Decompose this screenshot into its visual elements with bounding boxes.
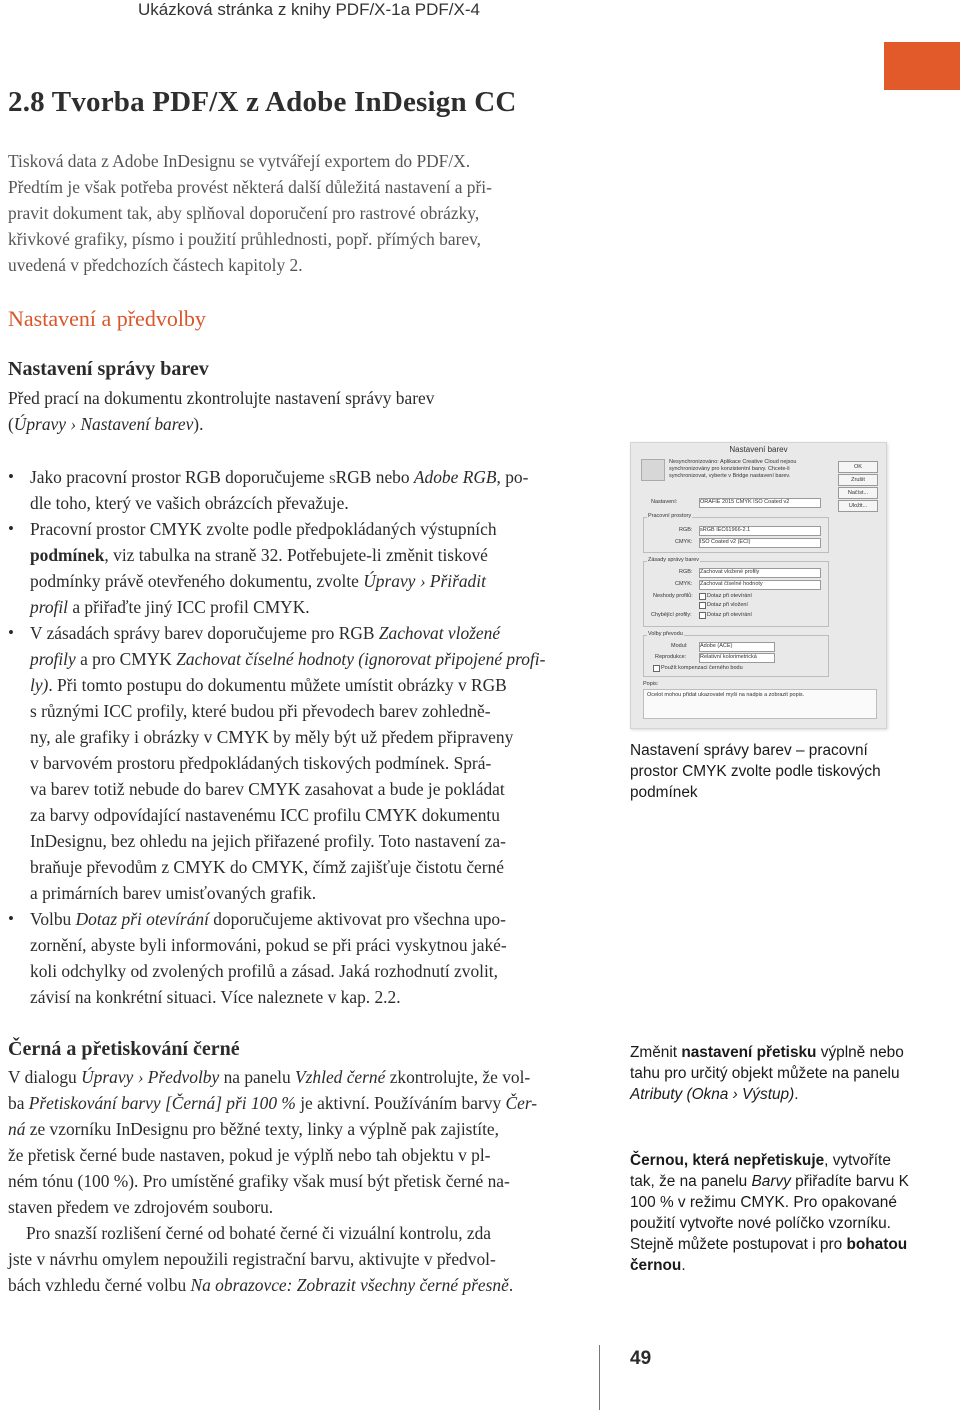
ask-open-checkbox[interactable] [699,593,706,600]
text-run: Zachovat vložené [378,623,501,643]
chapter-tab-marker [884,42,960,90]
text-line: ném tónu (100 %). Pro umístěné grafiky však musí být přetisk černé na- [8,1171,510,1191]
bpc-label: Použít kompenzaci černého bodu [661,665,743,671]
text-line: s různými ICC profily, které budou při převodech barev zohledně- [30,701,491,721]
bullet-dot-icon: • [8,467,14,486]
text-run: Zachovat číselné hodnoty (ignorovat připojené profi- [176,649,546,669]
text-line: Pro snazší rozlišení černé od bohaté černé či vizuální kontrolu, zda [26,1223,492,1243]
intro-line: Tisková data z Adobe InDesignu se vytvářejí exportem do PDF/X. [8,151,471,171]
chapter-title: 2.8 Tvorba PDF/X z Adobe InDesign CC [8,86,517,118]
text-run: , po- [496,467,529,487]
text-run: , viz tabulka na straně 32. Potřebujete-li změnit tiskové [104,545,488,565]
text-run: Volbu [30,909,76,929]
text-line: koli odchylky od zvolených profilů a zásad. Jaká rozhodnutí zvolit, [30,961,498,981]
text-line: jste v návrhu omylem nepoužili registrační barvu, aktivujte v předvol- [8,1249,496,1269]
sync-notice: Nesynchronizováno: Aplikace Creative Cloud nejsou synchronizovány pro konzistentní barvy. Chcete-li synchronizovat, vyberte v Bridge nastavení barev. [669,459,797,479]
menu-path: Úpravy › Nastavení barev [13,414,194,434]
text-run: a pro CMYK [75,649,177,669]
cancel-button[interactable]: Zrušit [838,474,878,486]
color-management-heading: Nastavení správy barev [8,358,209,380]
missing-ask-label: Dotaz při otevírání [707,612,752,618]
text-run: bách vzhledu černé volbu [8,1275,191,1295]
menu-path: Úpravy › Přiřadit [363,571,486,591]
rgb-select[interactable]: sRGB IEC61966-2.1 [699,526,821,536]
dialog-body [641,457,876,719]
caption-color-settings: Nastavení správy barev – pracovní prostor CMYK zvolte podle tiskových podmínek [630,742,881,801]
text-run: V dialogu [8,1067,82,1087]
description-box [643,689,877,719]
text-run: Jako pracovní prostor RGB doporučujeme [30,467,329,487]
text-run: , vytvoříte tak, že na panelu [630,1152,891,1190]
text-line: a primárních barev umisťovaných grafik. [30,883,317,903]
text-run: . [508,1275,514,1295]
text-line: zornění, abyste byli informováni, pokud se při práci vyskytnou jaké- [30,935,507,955]
bpc-checkbox[interactable] [653,665,660,672]
text-run: nebo [371,467,414,487]
settings-select[interactable]: ORAFIE 2015 CMYK ISO Coated v2 [699,498,821,508]
text-run: Barvy [751,1173,791,1190]
text-run: zkontrolujte, že vol- [385,1067,531,1087]
conversion-label: Volby převodu [648,631,683,637]
cmyk-select[interactable]: ISO Coated v2 (ECI) [699,538,821,548]
policy-cmyk-select[interactable]: Zachovat číselné hodnoty [699,580,821,590]
text-line: ny, ale grafiky i obrázky v CMYK by měly být už předem připraveny [30,727,514,747]
intro-line: pravit dokument tak, aby splňoval doporučení pro rastrové obrázky, [8,203,480,223]
intro-line: křivkové grafiky, písmo i použití průhlednosti, popř. přímých barev, [8,229,481,249]
policy-cmyk-label: CMYK: [675,581,693,587]
text-run: ly) [30,675,49,695]
rgb-label: RGB: [679,527,693,533]
color-settings-dialog-screenshot [630,442,887,729]
bullet-item [8,464,568,516]
text-run: Změnit [630,1044,682,1061]
bullet-item [8,906,568,1010]
policies-label: Zásady správy barev [648,557,700,563]
text-line: InDesignu, bez ohledu na jejich přiřazené profily. Toto nastavení za- [30,831,506,851]
settings-label: Nastavení: [651,499,678,505]
text-line: závisí na konkrétní situaci. Více naleznete v kap. 2.2. [30,987,401,1007]
text-run: doporučujeme aktivovat pro všechna upo- [208,909,506,929]
text-line: va barev totiž nebude do barev CMYK zasahovat a bude je pokládat [30,779,505,799]
intent-label: Reprodukce: [655,654,687,660]
text-run: dle toho, který ve vašich obrázcích převažuje. [30,493,349,513]
text-run: Čer- [505,1093,538,1113]
bullet-dot-icon: • [8,623,14,642]
text-run: . [794,1086,799,1103]
policy-rgb-select[interactable]: Zachovat vložené profily [699,568,821,578]
text-run: ba [8,1093,29,1113]
description-text: Ocelot mohou přidat ukazovatel myši na nadpis a zobrazit popis. [647,692,805,698]
menu-path: Úpravy › Předvolby [81,1067,220,1087]
text-run: ze vzorníku InDesignu pro běžné texty, linky a výplně pak zajistíte, [25,1119,499,1139]
text-line: za barvy odpovídající nastavenému ICC profilu CMYK dokumentu [30,805,500,825]
text-run: . Při tomto postupu do dokumentu můžete umístit obrázky v RGB [48,675,507,695]
bullet-dot-icon: • [8,519,14,538]
text-line: braňuje převodům z CMYK do CMYK, čímž zajišťuje čistotu černé [30,857,504,877]
text-run: Adobe RGB [413,467,497,487]
text-line: staven předem ve zdrojovém souboru. [8,1197,274,1217]
text-run: Před prací na dokumentu zkontrolujte nastavení správy barev [8,388,435,408]
text-run: ( [8,414,14,434]
page-number: 49 [630,1348,652,1369]
menu-path: profil [30,597,69,617]
black-overprint-paragraph [8,1064,568,1220]
ask-paste-label: Dotaz při vložení [707,602,748,608]
black-overprint-heading: Černá a přetiskování černé [8,1038,240,1060]
text-run: a přiřaďte jiný ICC profil CMYK. [68,597,310,617]
running-header: Ukázková stránka z knihy PDF/X-1a PDF/X-4 [137,0,480,19]
sync-warning-icon [641,459,665,481]
bullet-list [8,464,568,1010]
intro-paragraph [8,148,568,278]
bullet-item [8,620,568,906]
text-run: sRGB [328,467,372,487]
caption-overprint [630,1042,905,1105]
text-run: Černou, která nepřetiskuje [630,1152,825,1169]
engine-select[interactable]: Adobe (ACE) [699,642,775,652]
missing-ask-checkbox[interactable] [699,612,706,619]
text-run: profily [30,649,76,669]
cmyk-label: CMYK: [675,539,693,545]
text-run: na panelu [219,1067,296,1087]
text-line: v barvovém prostoru předpokládaných tiskových podmínek. Sprá- [30,753,492,773]
load-button[interactable]: Načíst... [838,487,878,499]
ask-paste-checkbox[interactable] [699,602,706,609]
footer-divider [599,1345,600,1410]
text-run: je aktivní. Používáním barvy [295,1093,506,1113]
bullet-dot-icon: • [8,909,14,928]
engine-label: Modul: [671,643,688,649]
text-run: V zásadách správy barev doporučujeme pro RGB [30,623,379,643]
color-management-paragraph [8,385,568,437]
text-run: Pracovní prostor CMYK zvolte podle předpokládaných výstupních [30,519,497,539]
policy-rgb-label: RGB: [679,569,693,575]
text-run: přiřadíte barvu K 100 % v režimu CMYK. Pro opakované použití vytvořte nové políčko vzorníku. Stejně můžete postupovat i pro [630,1173,909,1253]
intent-select[interactable]: Relativní kolorimetrická [699,653,775,663]
text-run: výplně nebo tahu pro určitý objekt můžete na panelu [630,1044,904,1082]
section-heading: Nastavení a předvolby [8,306,206,331]
dialog-title: Nastavení barev [729,445,788,454]
description-label: Popis: [643,681,659,687]
black-display-paragraph [8,1220,568,1298]
caption-non-overprint-black [630,1150,910,1276]
intro-line: Předtím je však potřeba provést některá další důležitá nastavení a při- [8,177,492,197]
ok-button[interactable]: OK [838,461,878,473]
save-button[interactable]: Uložit... [838,500,878,512]
text-run: Na obrazovce: Zobrazit všechny černé přesně [190,1275,509,1295]
text-run: ná [8,1119,26,1139]
text-run: . [681,1257,686,1274]
text-run: bohatou černou [630,1236,908,1274]
mismatch-label: Neshody profilů: [653,593,693,599]
bullet-item [8,516,568,620]
intro-line: uvedená v předchozích částech kapitoly 2. [8,255,303,275]
text-line: že přetisk černé bude nastaven, pokud je výplň nebo tah objektu v pl- [8,1145,491,1165]
ask-open-label: Dotaz při otevírání [707,593,752,599]
text-run: ). [193,414,204,434]
text-run: podmínek [30,545,105,565]
text-run: Přetiskování barvy [Černá] při 100 % [28,1093,296,1113]
working-spaces-label: Pracovní prostory [648,513,692,519]
text-run: Vzhled černé [295,1067,386,1087]
text-run: Dotaz při otevírání [75,909,209,929]
text-run: nastavení přetisku [681,1044,817,1061]
missing-label: Chybějící profily: [651,612,692,618]
text-run: podmínky právě otevřeného dokumentu, zvolte [30,571,364,591]
menu-path: Atributy (Okna › Výstup) [630,1086,795,1103]
